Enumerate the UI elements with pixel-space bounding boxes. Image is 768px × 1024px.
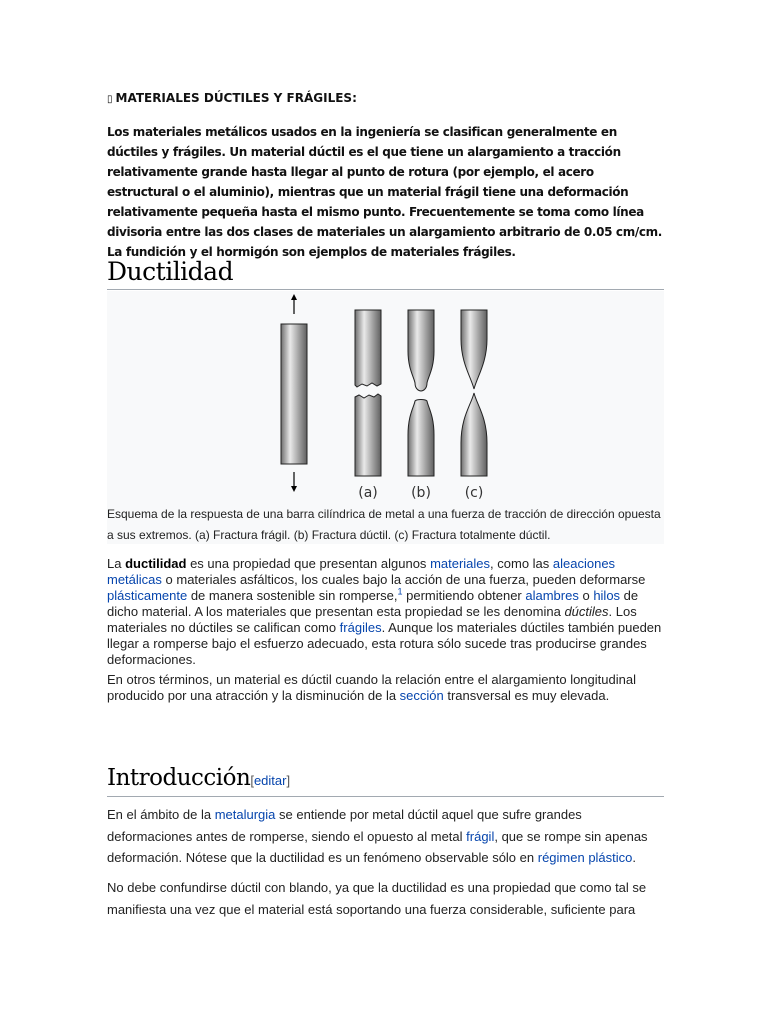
bar-fully-ductile-fracture [461,310,487,476]
text: de manera sostenible sin romperse, [187,588,398,603]
text: La [107,556,126,571]
original-bar [281,324,307,464]
text: . [632,850,637,865]
link-seccion[interactable]: sección [399,688,444,703]
edit-bracket: ] [286,773,291,788]
text: , que se rompe sin apenas deformación. Nótese que la ductilidad es un fenómeno observable sólo en [107,828,648,865]
edit-bracket: [ [250,773,254,788]
section-heading-text: MATERIALES DÚCTILES Y FRÁGILES: [115,91,357,105]
text: En el ámbito de la [107,807,215,822]
edit-section [250,773,290,788]
link-aleaciones-metalicas[interactable]: aleaciones metálicas [107,556,616,587]
term-ductiles: dúctiles [564,604,609,619]
link-fragiles[interactable]: frágiles [339,620,382,635]
text: es una propiedad que presentan algunos [186,556,431,571]
text: permitiendo obtener [402,588,526,603]
image-placeholder-icon: ▯ [107,94,113,105]
bar-ductile-fracture [408,310,434,476]
reference-link[interactable]: 1 [397,586,403,597]
link-metalurgia[interactable]: metalurgia [214,807,276,822]
paragraph-ductilidad-2 [107,672,664,704]
label-a: (a) [358,485,378,501]
label-b: (b) [411,485,431,501]
paragraph-introduccion-2 [107,877,664,920]
link-materiales[interactable]: materiales [430,556,491,571]
text: . Los materiales no dúctiles se califican como [107,604,637,635]
link-plasticamente[interactable]: plásticamente [107,588,188,603]
link-hilos[interactable]: hilos [593,588,621,603]
label-c: (c) [464,485,484,501]
tension-arrow-top-icon [291,294,297,314]
text: se entiende por metal dúctil aquel que sufre grandes deformaciones antes de romperse, siendo el opuesto al metal [107,807,582,844]
figure-caption: Esquema de la respuesta de una barra cilíndrica de metal a una fuerza de tracción de dirección opuesta a sus extremos. (a) Fractura frágil. (b) Fractura dúctil. (c) Fractura totalmente dúctil. [107,507,661,542]
edit-link[interactable]: editar [253,773,287,788]
paragraph-ductilidad-1 [107,556,664,668]
term-ductilidad: ductilidad [125,556,187,571]
link-fragil[interactable]: frágil [466,828,495,844]
bar-brittle-fracture [355,310,381,476]
text: o [578,588,594,603]
heading-introduccion-text: Introducción [107,765,251,791]
text: . Aunque los materiales dúctiles también pueden llegar a romperse bajo el esfuerzo adecuado, esta rotura sólo sucede tras producirse grandes deformaciones. [107,620,662,667]
text: , como las [490,556,553,571]
text: de dicho material. A los materiales que presentan esta propiedad se les denomina [107,588,639,619]
intro-paragraph: Los materiales metálicos usados en la ingeniería se clasifican generalmente en dúctiles y frágiles. Un material dúctil es el que tiene un alargamiento a tracción relativamente grande hasta llegar al punto de rotura (por ejemplo, el acero estructural o el aluminio), mientras que un material frágil tiene una deformación relativamente pequeña hasta el mismo punto. Frecuentemente se toma como línea divisoria entre las dos clases de materiales un alargamiento arbitrario de 0.05 cm/cm. La fundición y el hormigón son ejemplos de materiales frágiles. [107,125,663,259]
link-regimen-plastico[interactable]: régimen plástico [537,850,633,865]
heading-introduccion [107,763,664,797]
text: No debe confundirse dúctil con blando, ya que la ductilidad es una propiedad que como tal se manifiesta una vez que el material está soportando una fuerza considerable, suficiente para [107,880,647,917]
text: En otros términos, un material es dúctil cuando la relación entre el alargamiento longitudinal producido por una atracción y la disminución de la [107,672,636,703]
tension-arrow-bottom-icon [291,472,297,492]
link-alambres[interactable]: alambres [525,588,579,603]
heading-ductilidad: Ductilidad [107,256,664,290]
text: o materiales asfálticos, los cuales bajo la acción de una fuerza, pueden deformarse [161,572,646,587]
section-heading [107,91,357,105]
text: transversal es muy elevada. [443,688,610,703]
paragraph-introduccion-1 [107,804,664,869]
